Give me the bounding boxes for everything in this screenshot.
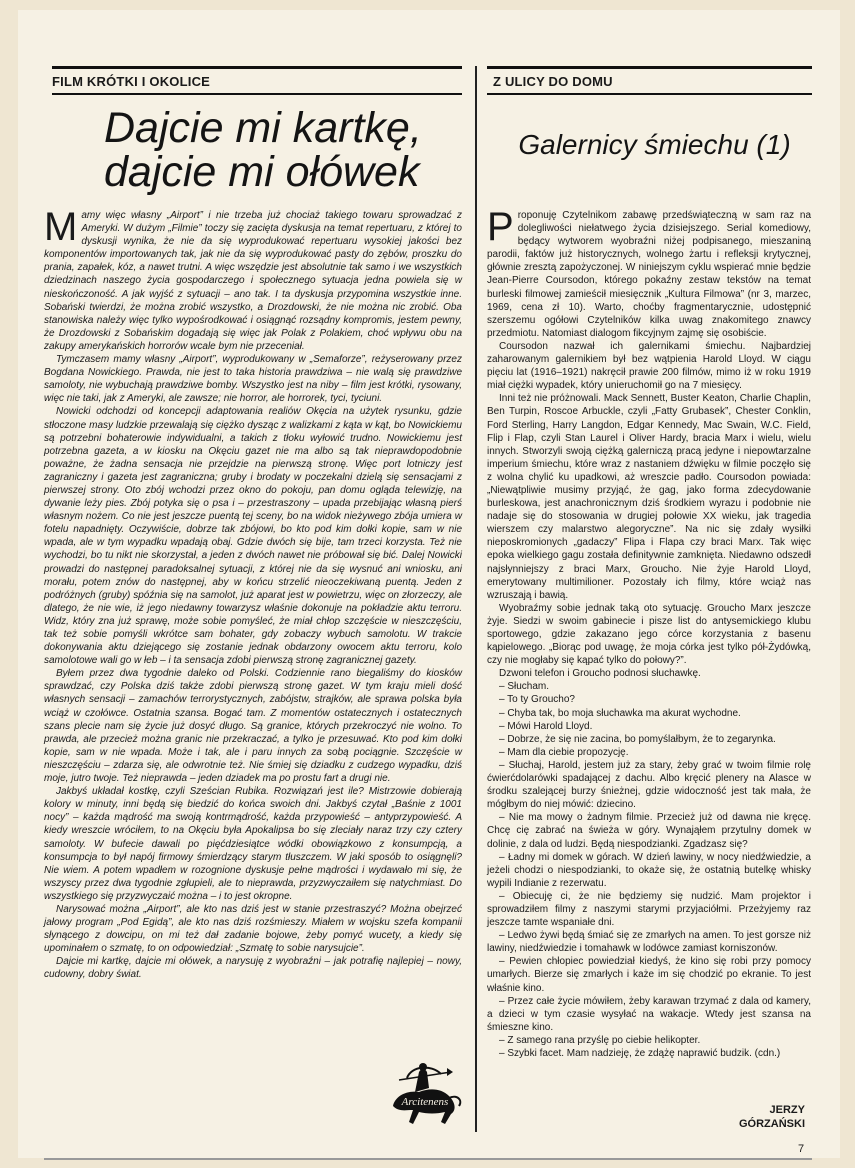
left-paragraph-2: Tymczasem mamy własny „Airport”, wyprodukowany w „Semaforze”, reżyserowany przez Bogdana Nowickiego. Prawda, nie jest to taka historia prawdziwa – nie walą się prawdziwe samoloty, nie wybuchają prawdziwe bomby. Wszystko jest na niby – film jest krótki, rysowany, więc nie taki, jak z Ameryki, ale zawsze; nie horror, ale horrorek, tyci, tyciuni. [44,354,462,405]
right-dropcap: P [487,205,514,249]
author-signature [690,1103,805,1131]
left-paragraph-4: Byłem przez dwa tygodnie daleko od Polski. Codziennie rano biegaliśmy do kiosków sprawdzać, czy Polska dziś także zdobi pierwszą stronę gazet. W tym kraju mieli dość własnych sensacji – zamachów terrorystycznych, zabójstw, strajków, ale sprawa polska była wciąż w czołówce. Ostatnia szansa. Bogać tam. Z momentów ostatecznych i ostatecznych szans plecie nam się życie już dosyć długo. Są granice, których przekroczyć nie wolno. To prawda, ale przecież można granic nie przekraczać, a tylko je przesuwać. Kto pod kim dołki kopie, sam w nie wpada. Może i tak, ale i paru innych za sobą pociągnie. Szczęście w nieszczęściu – zdarza się, ale odwrotnie też. Nie śmiej się dziadku z cudzego wypadku, dziś moje, jutro twoje. Też nieprawda – jeden dziadek ma po prostu fart a drugi nie. [44,668,462,785]
left-paragraph-7: Dajcie mi kartkę, dajcie mi ołówek, a narysuję z wyobraźni – jak potrafię najlepiej – nowy, cudowny, dobry świat. [44,956,462,981]
left-paragraph-5: Jakbyś układał kostkę, czyli Sześcian Rubika. Rozwiązań jest ile? Mistrzowie dobierają kolory w minuty, inni będą się biedzić do końca swoich dni. Jakbyś czytał „Baśnie z 1001 nocy” – każda mądrość ma swoją kontrmądrość, każda przypowieść – antyprzypowieść. A kiedy wreszcie wróciłem, to na Okęciu była Apokalipsa bo się zleciały naraz trzy czy cztery samoloty. W bufecie dawali po pięćdziesiątce wódki obowiązkowo z konsumpcją, a konsumpcja to był napój firmowy śmierdzący starym tłuszczem. W jaki sposób to osiągnęli? Nie wiem. A potem wpadłem w rozognione dyskusje pełne mądrości i wydawało mi się, że wszyscy przez dwa tygodnie zgłupieli, ale to nieprawda, przyzwyczaiłem się natychmiast. Do wszystkiego się przyzwyczaić można – i to jest okropne. [44,786,462,902]
left-article-title [104,106,454,194]
left-dropcap: M [44,205,78,249]
dialogue-line: – To ty Groucho? [499,694,575,706]
column-divider [475,66,477,1132]
left-paragraph-3: Nowicki odchodzi od koncepcji adaptowania realiów Okęcia na użytek rysunku, gdzie stłoczone masy ludzkie przewalają się ciężko dysząc z walizkami z kąta w kąt, bo Nowickiemu są potrzebni bohaterowie indywidualni, a takich z tłoku wyłowić trudno. Nowickiemu jest potrzebna gazeta, a w kiosku na Okęciu gazet nie ma albo są tak nieprawdopodobnie poważne, że żadna sensacja nie przejdzie na pierwszą stronę. Więc port lotniczy jest zagraniczny i gazeta jest zagraniczna; gruby i brodaty w poczekalni dzielą się sensacjami z pierwszej strony. Oto zbój wchodzi przez okno do pokoju, pan domu ogląda telewizję, na dywanie leży pies. Zbój potyka się o psa i – przestraszony – upada przebijając własną pierś własnym nożem. Co nie jest jeszcze puentą tej sceny, bo na widok nieżywego zbója umiera w fotelu napadnięty. Oczywiście, dobrze tak zbójowi, bo kto pod kim dołki kopie, sam w nie wpada, ale w tym wypadku wpadają obaj. Gdzie dwóch się bije, tam trzeci korzysta. Też nie wychodzi, bo tu nikt nie skorzystał, a jeden z dwóch nawet nie próbował się bić. Dalej Nowicki prowadzi do następnej paradoksalnej sytuacji, z której nie da się wysnuć ani wniosku, ani morału, potem znów do następnej, aby w końcu strzelić nieoczekiwaną puentą. Jeden z podróżnych (gruby) spóźnia się na samolot, już aparat jest w powietrzu, więc on złorzeczy, ale dlatego, że nie wie, iż jego niedawny towarzysz właśnie dokonuje na pokładzie aktu terroru. Widz, który zna już sprawę, może sobie pomyśleć, że miał chłop szczęście w nieszczęściu, tak też sobie pomyśli wkrótce sam bohater, gdy zobaczy wybuch samolotu. W trakcie dokonywania aktu dziejącego się zostanie jednak obdarzony owocem aktu terroru, kolo samolotowe wali go w łeb – i ta sensacja zdobi pierwszą stronę zagranicznej gazety. [44,406,462,667]
right-section-rule [487,93,812,95]
right-paragraph-1: Proponuję Czytelnikom zabawę przedświąteczną w sam raz na dolegliwości niełatwego życia dzisiejszego. Serial komediowy, będący wytworem wyobraźni niżej podpisanego, mieszaniną parodii, faktów już historycznych, wolnego żartu i refleksji krytycznej, głównie zresztą zapożyczonej. W niniejszym cyklu wspierać mnie będzie Jean-Pierre Coursodon, którego pokaźny zestaw tekstów na temat burleski filmowej zamieścił miesięcznik „Kultura Filmowa” (nr 3, marzec, 1969, cena zł 10). Warto, choćby fragmentarycznie, udostępnić szerszemu ogółowi Czytelników kilka uwag znakomitego znawcy przedmiotu. Natomiast dialogom fikcyjnym zajmę się osobiście. [487,205,811,339]
author-first-name: JERZY [769,1104,805,1116]
left-title-line-1: Dajcie mi kartkę, [104,104,422,152]
right-article-body [487,205,811,1060]
dialogue-line: – Szybki facet. Mam nadzieję, że zdążę naprawić budzik. (cdn.) [499,1048,781,1059]
right-section-label: Z ULICY DO DOMU [493,74,613,89]
left-paragraph-1: Mamy więc własny „Airport” i nie trzeba już chociaż takiego towaru sprowadzać z Ameryki. W dużym „Filmie” toczy się zacięta dyskusja na temat repertuaru, z której to dyskusji wynika, że nie da się wyprodukować repertuaru wysokiej jakości bez komponentów importowanych tak, jak nie da się wyprodukować pasty do zębów, proszku do prania, zapałek, kóz, a nawet trutni. A więc wszędzie jest absolutnie tak samo i we wszystkich dziedzinach naszego życia gospodarczego i społecznego sytuacja jedna powiela się w nieskończoność. A jak wyjść z sytuacji – ano tak. I ta dyskusja przypomina wszystkie inne. Sobański twierdzi, że można zrobić wszystko, a Drozdowski, że nie można nic zrobić. Oba stanowiska należy więc tylko wypośrodkować i osiągnąć rozsądny kompromis, jestem pewny, że Drozdowski z Sobańskim dogadają się więc jak Polak z Polakiem, choć wpływu obu na zakupy amerykańskich horrorów wcale bym nie przeceniał. [44,205,462,352]
right-paragraph-4: Wyobraźmy sobie jednak taką oto sytuację. Groucho Marx jeszcze żyje. Siedzi w swoim gabinecie i pisze list do antysemickiego klubu sportowego, gdzie zakazano jego córce korzystania z basenu kąpielowego. „Biorąc pod uwagę, że moja córka jest tylko pół-Żydówką, czy nie mogłaby się kąpać tylko do połowy?”. [487,602,811,667]
dialogue-line: – Ładny mi domek w górach. W dzień lawiny, w nocy niedźwiedzie, a jeżeli chodzi o niespodzianki, to okaże się, że ostatnią butelkę whisky wypili Indianie z rezerwatu. [487,851,811,889]
right-paragraph-5: Dzwoni telefon i Groucho podnosi słuchawkę. [499,668,701,680]
right-paragraph-2: Coursodon nazwał ich galernikami śmiechu. Najbardziej zaharowanym galernikiem był bez wątpienia Harold Lloyd. W ciągu pięciu lat (1916–1921) nakręcił prawie 200 filmów, mimo iż w roku 1919 miał ciężki wypadek, który unieruchomił go na 7 miesięcy. [487,340,811,392]
dialogue-line: – Mam dla ciebie propozycję. [499,746,629,758]
bottom-rule [44,1158,812,1160]
dialogue-line: – Słucham. [499,681,550,693]
page-number: 7 [798,1143,805,1155]
left-paragraph-6: Narysować można „Airport”, ale kto nas dziś jest w stanie przestraszyć? Można obejrzeć jałowy program „Pod Egidą”, ale kto nas dziś rozśmieszy. Miałem w wojsku szefa kompanii słynącego z dowcipu, on mi też dał zadanie bojowe, żeby pomyć wucety, a kiedy się upominałem o szmatę, to on odpowiedział: „Szmatę to sobie narysujcie”. [44,903,462,955]
dialogue-line: – Pewien chłopiec powiedział kiedyś, że kino się robi przy pomocy umarłych. Bierze się zmarłych i każe im się chodzić po ekranie. To jest właśnie kino. [487,956,811,994]
left-article-body [44,205,462,982]
author-last-name: GÓRZAŃSKI [739,1118,805,1130]
left-section-rule [52,93,462,95]
dialogue-line: – Nie ma mowy o żadnym filmie. Przecież już od dawna nie kręcę. Chcę cię zabrać na świeża w góry. Wynająłem przytulny domek w dolinie, z dala od ludzi. Będą niespodzianki. Zgadzasz się? [487,812,811,850]
left-top-rule [52,66,462,69]
dialogue-line: – Słuchaj, Harold, jestem już za stary, żeby grać w twoim filmie rolę ćwierćdolarówki spadającej z dachu. Albo kręcić plenery na Alasce w środku szalejącej burzy śnieżnej, gdzie widoczność jest tak mała, że mógłbym do niej mówić: dziecino. [487,759,811,811]
dialogue-line: – Mówi Harold Lloyd. [499,720,593,732]
dialogue-line: – Chyba tak, bo moja słuchawka ma akurat wychodne. [499,707,741,719]
left-title-line-2: dajcie mi ołówek [104,148,420,196]
left-section-label: FILM KRÓTKI I OKOLICE [52,74,211,89]
dialogue-line: – Przez całe życie mówiłem, żeby karawan trzymać z dala od kamery, a dzieci w tym czasie wysyłać na wakacje. Wtedy jest szansa na śmieszne kino. [487,995,811,1033]
right-paragraph-3: Inni też nie próżnowali. Mack Sennett, Buster Keaton, Charlie Chaplin, Ben Turpin, Roscoe Arbuckle, czyli „Fatty Grubasek”, Chester Conklin, Ford Sterling, Harry Langdon, Edgar Kennedy, Mac Swain, W.C. Field, Flip i Flap, czyli Stan Laurel i Oliver Hardy, bracia Marx i wielu, wielu innych. Stworzyli swoją ciężką galerniczą pracą jedyne i niepowtarzalne imperium śmiechu, które wraz z nastaniem dźwięku w filmie poczęło się z wolna chylić ku upadkowi, aż wreszcie padło. Coursodon powiada: „Niewątpliwie musimy przyjąć, że gag, jako forma zdecydowanie burleskowa, jest anachronicznym dziś środkiem wyrazu i podobnie nie nadaje się do stosowania w drugiej połowie XX wieku, jak tragedia wierszem czy malarstwo alegoryczne”. Na nic się zdały wysiłki nieposkromionych „gadaczy” Flipa i Flapa czy braci Marx. Tak więc epoka wielkiego gagu została definitywnie zamknięta. Niedawno odszedł najsłynniejszy z braci Marx, Groucho. Nie żyje Harold Lloyd, emerytowany multimilioner. Pozostały ich filmy, które wciąż nas wzruszają i bawią. [487,393,811,601]
logo-text: Arcitenens [401,1096,449,1108]
dialogue-line: – Ledwo żywi będą śmiać się ze zmarłych na amen. To jest gorsze niż lawiny, niedźwiedzie i tomahawk w lodówce zamiast korniszonów. [487,930,811,955]
dialogue-line: – Z samego rana przyślę po ciebie helikopter. [499,1034,701,1046]
dialogue-line: – Obiecuję ci, że nie będziemy się nudzić. Mam projektor i sprowadziłem filmy z naszymi starymi przyjaciółmi. Przeżyjemy raz jeszcze tamte wspaniałe dni. [487,890,811,929]
right-top-rule [487,66,812,69]
dialogue-line: – Dobrze, że się nie zacina, bo pomyślałbym, że to zegarynka. [499,733,776,745]
right-article-title: Galernicy śmiechu (1) [518,129,791,160]
arcitenens-logo [385,1058,465,1128]
